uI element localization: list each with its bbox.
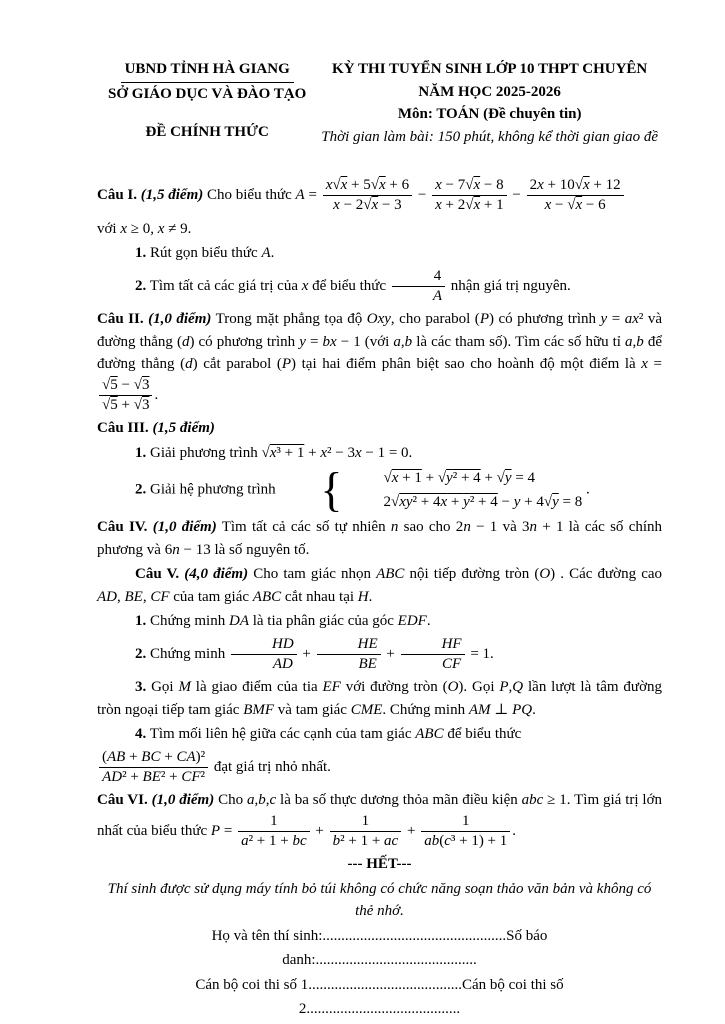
cau-1-header: Câu I. (1,5 điểm) Cho biểu thức A = $\frac{x√x + 5√x + 6}{x - 2√x - 3}$ − $\frac{x - 7√x - 8}{x + 2√x + 1}$ − $\frac{2x + 10√x + 12}{x - √x - 6}$: [97, 176, 662, 216]
subject-line: Môn: TOÁN (Đề chuyên tin): [397, 106, 582, 122]
cau-4: Câu IV. (1,0 điểm) Tìm tất cả các số tự nhiên n sao cho 2n − 1 và 3n + 1 là các số chính phương và 6n − 13 là số nguyên tố.: [97, 519, 663, 558]
exam-title-block: [317, 58, 662, 148]
cau-5-question-2: 2. Chứng minh $\frac{HD}{AD}$ + $\frac{HE}{BE}$ + $\frac{HF}{CF}$ = 1.: [135, 635, 494, 672]
cau-3-question-2: 2. Giải hệ phương trình { √x + 1 + √y² + 4 + √y = 4 2√xy² + 4x + y² + 4 − y + 4√y = 8 .: [135, 462, 590, 517]
document-header: [97, 58, 662, 148]
department-name: SỞ GIÁO DỤC VÀ ĐÀO TẠO: [108, 85, 307, 102]
authority-name: UBND TỈNH HÀ GIANG: [121, 58, 294, 83]
cau-1-condition: với x ≥ 0, x ≠ 9.: [97, 220, 192, 237]
cau-1-question-1: 1. Rút gọn biểu thức A.: [135, 245, 275, 261]
cau-3-header: Câu III. (1,5 điểm): [97, 420, 215, 436]
cau-5-question-4-intro: 4. Tìm mối liên hệ giữa các cạnh của tam giác ABC để biểu thức: [135, 726, 522, 742]
school-year: NĂM HỌC 2025-2026: [418, 83, 561, 100]
cau-2: Câu II. (1,0 điểm) Trong mặt phẳng tọa độ Oxy, cho parabol (P) có phương trình y = ax² và đường thẳng (d) có phương trình y = bx − 1 (với a,b là các tham số). Tìm các số hữu tỉ a,b để đường thẳng (d) cắt parabol (P) tại hai điểm phân biệt sao cho hoành độ một điểm là x = $\frac{√5 - √3}{√5 + √3}$ .: [97, 311, 663, 413]
proctor-2-line: 2.........................................: [298, 1001, 461, 1017]
cau-5-header: Câu V. (4,0 điểm) Cho tam giác nhọn ABC nội tiếp đường tròn (O) . Các đường cao AD, BE, CF của tam giác ABC cắt nhau tại H.: [97, 566, 663, 605]
official-exam-label: ĐỀ CHÍNH THỨC: [145, 124, 269, 140]
issuing-authority-block: [97, 58, 317, 144]
end-marker: --- HẾT---: [347, 856, 412, 872]
cau-6: Câu VI. (1,0 điểm) Cho a,b,c là ba số thực dương thỏa mãn điều kiện abc ≥ 1. Tìm giá trị lớn nhất của biểu thức P = $\frac{1}{\text{a² + 1 + bc}}$ + $\frac{1}{\text{b² + 1 + ac}}$ + $\frac{1}{\text{ab(c³ + 1) + 1}}$ .: [97, 792, 663, 849]
exam-title: KỲ THI TUYỂN SINH LỚP 10 THPT CHUYÊN: [332, 61, 648, 77]
registration-number-line: danh:...........................................: [282, 952, 477, 968]
cau-3-question-1: 1. Giải phương trình √x³ + 1 + x² − 3x − 1 = 0.: [135, 444, 413, 461]
calculator-note: Thí sinh được sử dụng máy tính bỏ túi không có chức năng soạn thảo văn bản và không có thẻ nhớ.: [107, 880, 652, 919]
authority-line: [97, 58, 317, 83]
exam-content: [97, 176, 662, 1021]
cau-1-question-2: 2. Tìm tất cả các giá trị của x để biểu thức $\frac{4}{A}$ nhận giá trị nguyên.: [135, 267, 571, 304]
proctor-1-line: Cán bộ coi thi số 1.........................................Cán bộ coi thi số: [195, 976, 564, 993]
cau-5-question-1: 1. Chứng minh DA là tia phân giác của góc EDF.: [135, 613, 431, 629]
duration-line: Thời gian làm bài: 150 phút, không kể thời gian giao đề: [321, 128, 659, 145]
cau-5-question-3: 3. Gọi M là giao điểm của tia EF với đường tròn (O). Gọi P,Q lần lượt là tâm đường tròn ngoại tiếp tam giác BMF và tam giác CME. Chứng minh AM ⊥ PQ.: [97, 679, 662, 718]
candidate-name-line: Họ và tên thí sinh:.................................................Số báo: [211, 927, 548, 944]
cau-5-question-4-formula: $\frac{\text{(AB + BC + CA)²}}{\text{AD² + BE² + CF²}}$ đạt giá trị nhỏ nhất.: [97, 748, 662, 788]
